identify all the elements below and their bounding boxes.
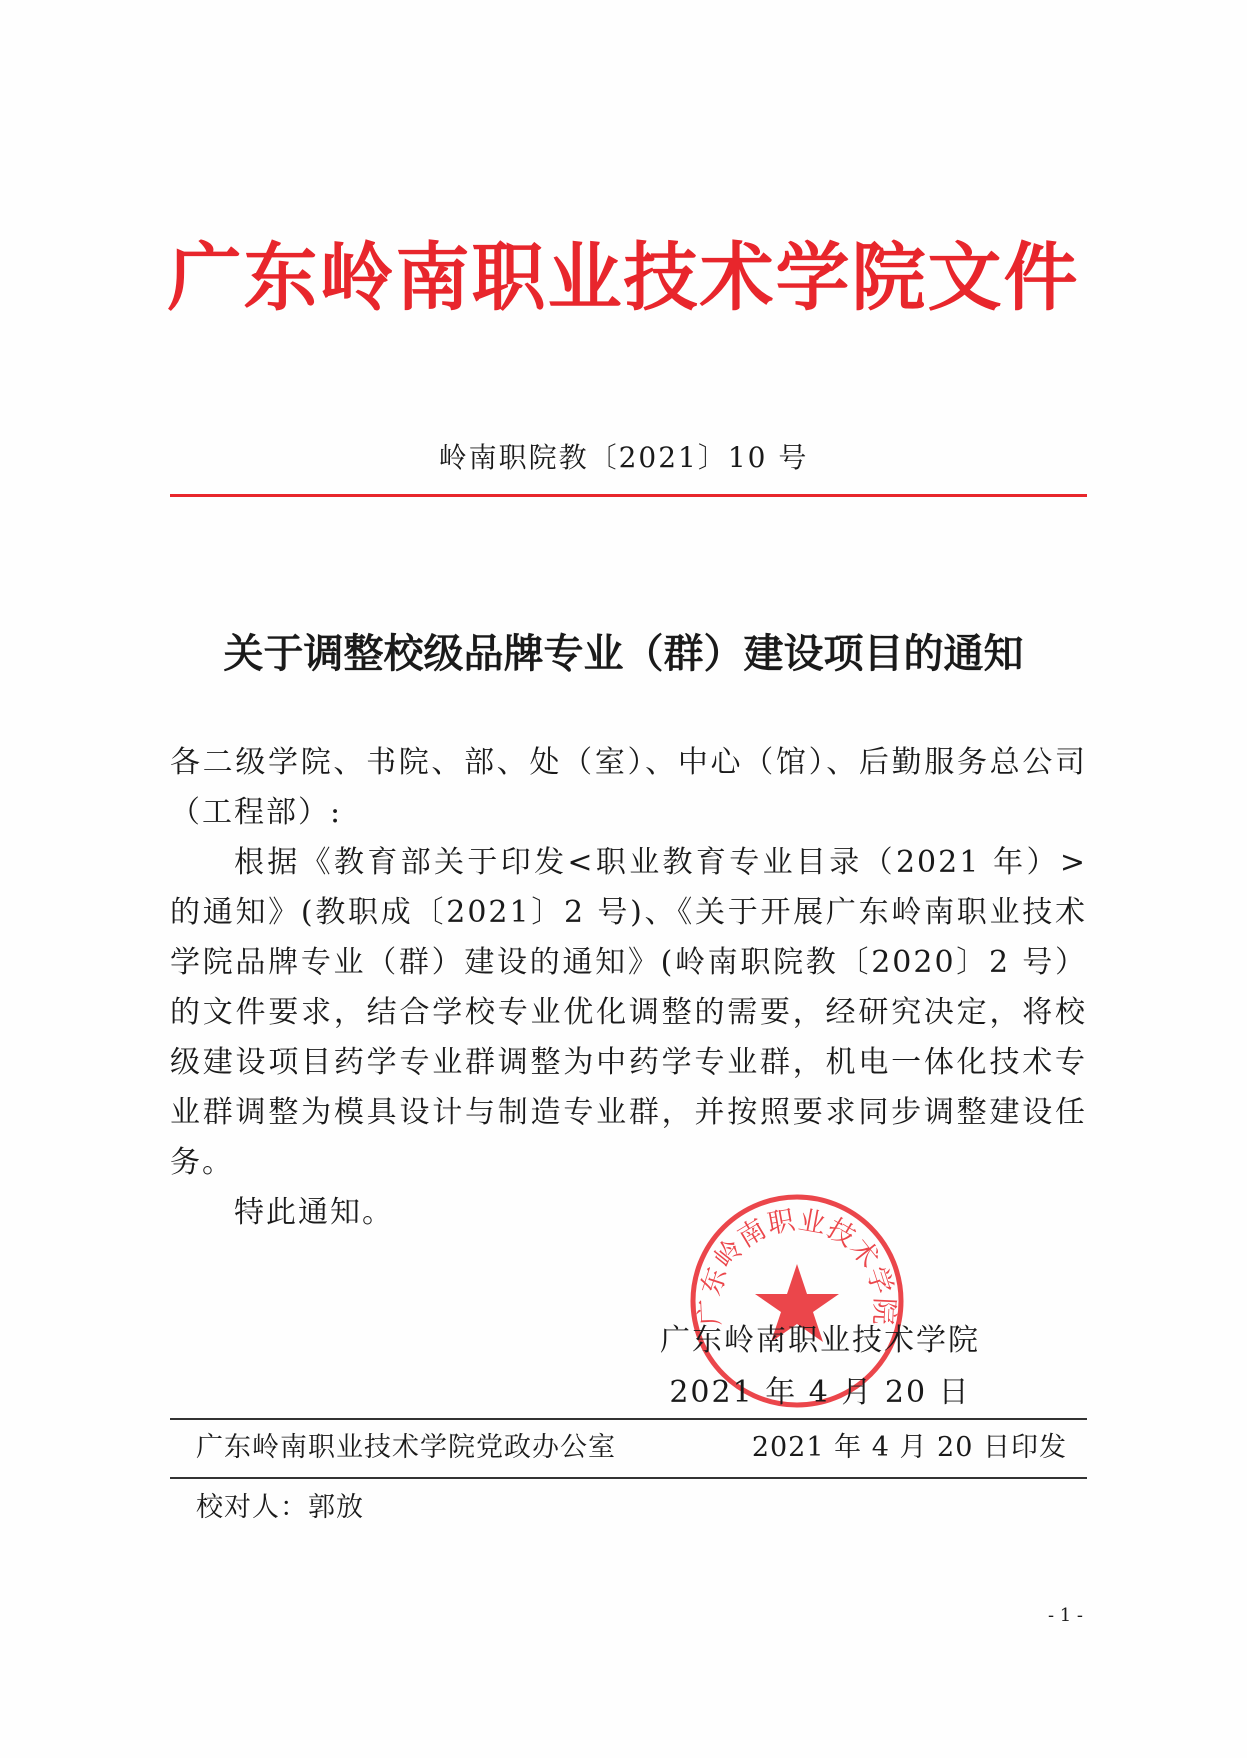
- closing-line: 特此通知。: [234, 1195, 394, 1230]
- svg-text:广东岭南职业技术学院: 广东岭南职业技术学院: [694, 1204, 900, 1327]
- red-separator-line: [170, 494, 1087, 497]
- notice-title: 关于调整校级品牌专业（群）建设项目的通知: [223, 630, 1024, 677]
- issuing-office: 广东岭南职业技术学院党政办公室: [196, 1432, 616, 1463]
- document-number: 岭南职院教〔2021〕10 号: [438, 441, 809, 474]
- footer-top-rule: [170, 1418, 1087, 1420]
- notice-body: [170, 738, 1087, 1238]
- signature-issuer: 广东岭南职业技术学院: [660, 1323, 980, 1358]
- print-date: 2021 年 4 月 20 日印发: [751, 1432, 1067, 1463]
- proofreader: 校对人：郭放: [196, 1492, 364, 1523]
- body-paragraph: 根据《教育部关于印发<职业教育专业目录（2021 年）>的通知》(教职成〔2021〕2 号)、《关于开展广东岭南职业技术学院品牌专业（群）建设的通知》(岭南职院教〔2020〕2 号）的文件要求，结合学校专业优化调整的需要，经研究决定，将校级建设项目药学专业群调整为中药学专业群，机电一体化技术专业群调整为模具设计与制造专业群，并按照要求同步调整建设任务。: [170, 845, 1087, 1180]
- addressee-line: 各二级学院、书院、部、处（室）、中心（馆）、后勤服务总公司（工程部）:: [170, 745, 1087, 830]
- signature-date: 2021 年 4 月 20 日: [669, 1375, 971, 1410]
- page-number: - 1 -: [1047, 1605, 1083, 1626]
- issuer-title: 广东岭南职业技术学院文件: [167, 235, 1080, 321]
- signature-block: [640, 1315, 1000, 1419]
- footer-bottom-rule: [170, 1477, 1087, 1479]
